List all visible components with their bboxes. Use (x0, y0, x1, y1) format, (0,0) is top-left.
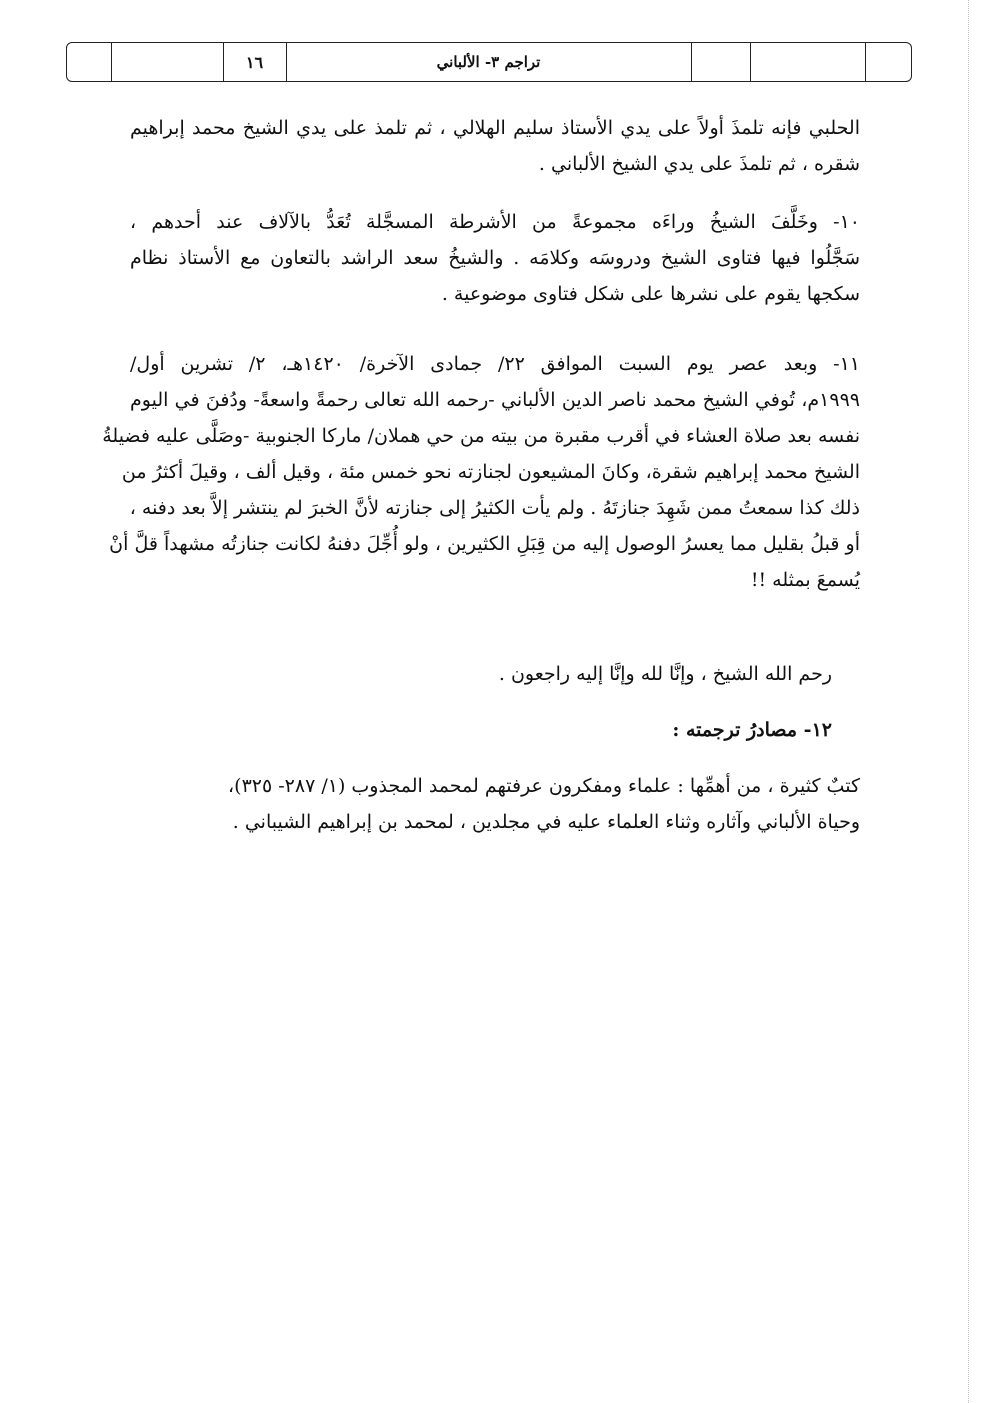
header-divider (111, 43, 112, 81)
scan-edge-line (968, 0, 970, 1403)
text-line: رحم الله الشيخ ، وإنَّا لله وإنَّا إليه راجعون . (498, 663, 832, 685)
text-line: شقره ، ثم تلمذَ على يدي الشيخ الألباني . (538, 153, 860, 175)
running-header (66, 42, 912, 82)
paragraph-continuation (130, 110, 860, 182)
paragraph-sources (130, 768, 860, 840)
text-line: أو قبلُ بقليل مما يعسرُ الوصول إليه من قِبَلِ الكثيرين ، ولو أُجِّلَ دفنهُ لكانت جنازتُه مشهداً قلَّ أنْ (109, 533, 860, 555)
header-title: تراجم ٣- الألباني (436, 53, 541, 71)
text-line: ١٢- مصادرُ ترجمته : (672, 719, 832, 741)
text-line: يُسمعَ بمثله !! (750, 569, 860, 591)
text-line: ١٩٩٩م، تُوفي الشيخ محمد ناصر الدين الألباني -رحمه الله تعالى رحمةً واسعةً- ودُفنَ في اليوم (130, 389, 860, 411)
paragraph-item-11 (102, 346, 861, 598)
text-line: وحياة الألباني وآثاره وثناء العلماء عليه في مجلدين ، لمحمد بن إبراهيم الشيباني . (232, 811, 860, 833)
text-line: نفسه بعد صلاة العشاء في أقرب مقبرة من بيته من حي هملان/ ماركا الجنوبية -وصَلَّى عليه فضيلةُ (102, 425, 860, 447)
text-line: ذلك كذا سمعتُ ممن شَهِدَ جنازتَهُ . ولم يأت الكثيرُ إلى جنازته لأنَّ الخبرَ لم ينتشر إلاَّ بعد دفنه ، (129, 497, 860, 519)
text-line: ١٠- وخَلَّفَ الشيخُ وراءَه مجموعةً من الأشرطة المسجَّلة تُعَدُّ بالآلاف عند أحدهم ، (130, 211, 860, 233)
page-number: ١٦ (245, 52, 264, 72)
text-line: الشيخ محمد إبراهيم شقرة، وكانَ المشيعون لجنازته نحو خمس مئة ، وقيل ألف ، وقيلَ أكثرُ من (121, 461, 860, 483)
paragraph-item-10 (130, 204, 860, 312)
text-line: سكجها يقوم على نشرها على شكل فتاوى موضوعية . (441, 283, 860, 305)
header-divider (865, 43, 866, 81)
text-line: الحلبي فإنه تلمذَ أولاً على يدي الأستاذ سليم الهلالي ، ثم تلمذ على يدي الشيخ محمد إبراهيم (130, 117, 860, 139)
text-line: سَجَّلُوا فيها فتاوى الشيخ ودروسَه وكلامَه . والشيخُ سعد الراشد بالتعاون مع الأستاذ نظام (130, 247, 860, 269)
header-divider (750, 43, 751, 81)
section-heading-sources (102, 712, 832, 748)
text-line: ١١- وبعد عصر يوم السبت الموافق ٢٢/ جمادى الآخرة/ ١٤٢٠هـ، ٢/ تشرين أول/ (130, 353, 861, 375)
header-divider (691, 43, 692, 81)
text-line: كتبٌ كثيرة ، من أهمِّها : علماء ومفكرون عرفتهم لمحمد المجذوب (١/ ٢٨٧- ٣٢٥)، (228, 775, 860, 797)
closing-prayer (102, 656, 832, 692)
